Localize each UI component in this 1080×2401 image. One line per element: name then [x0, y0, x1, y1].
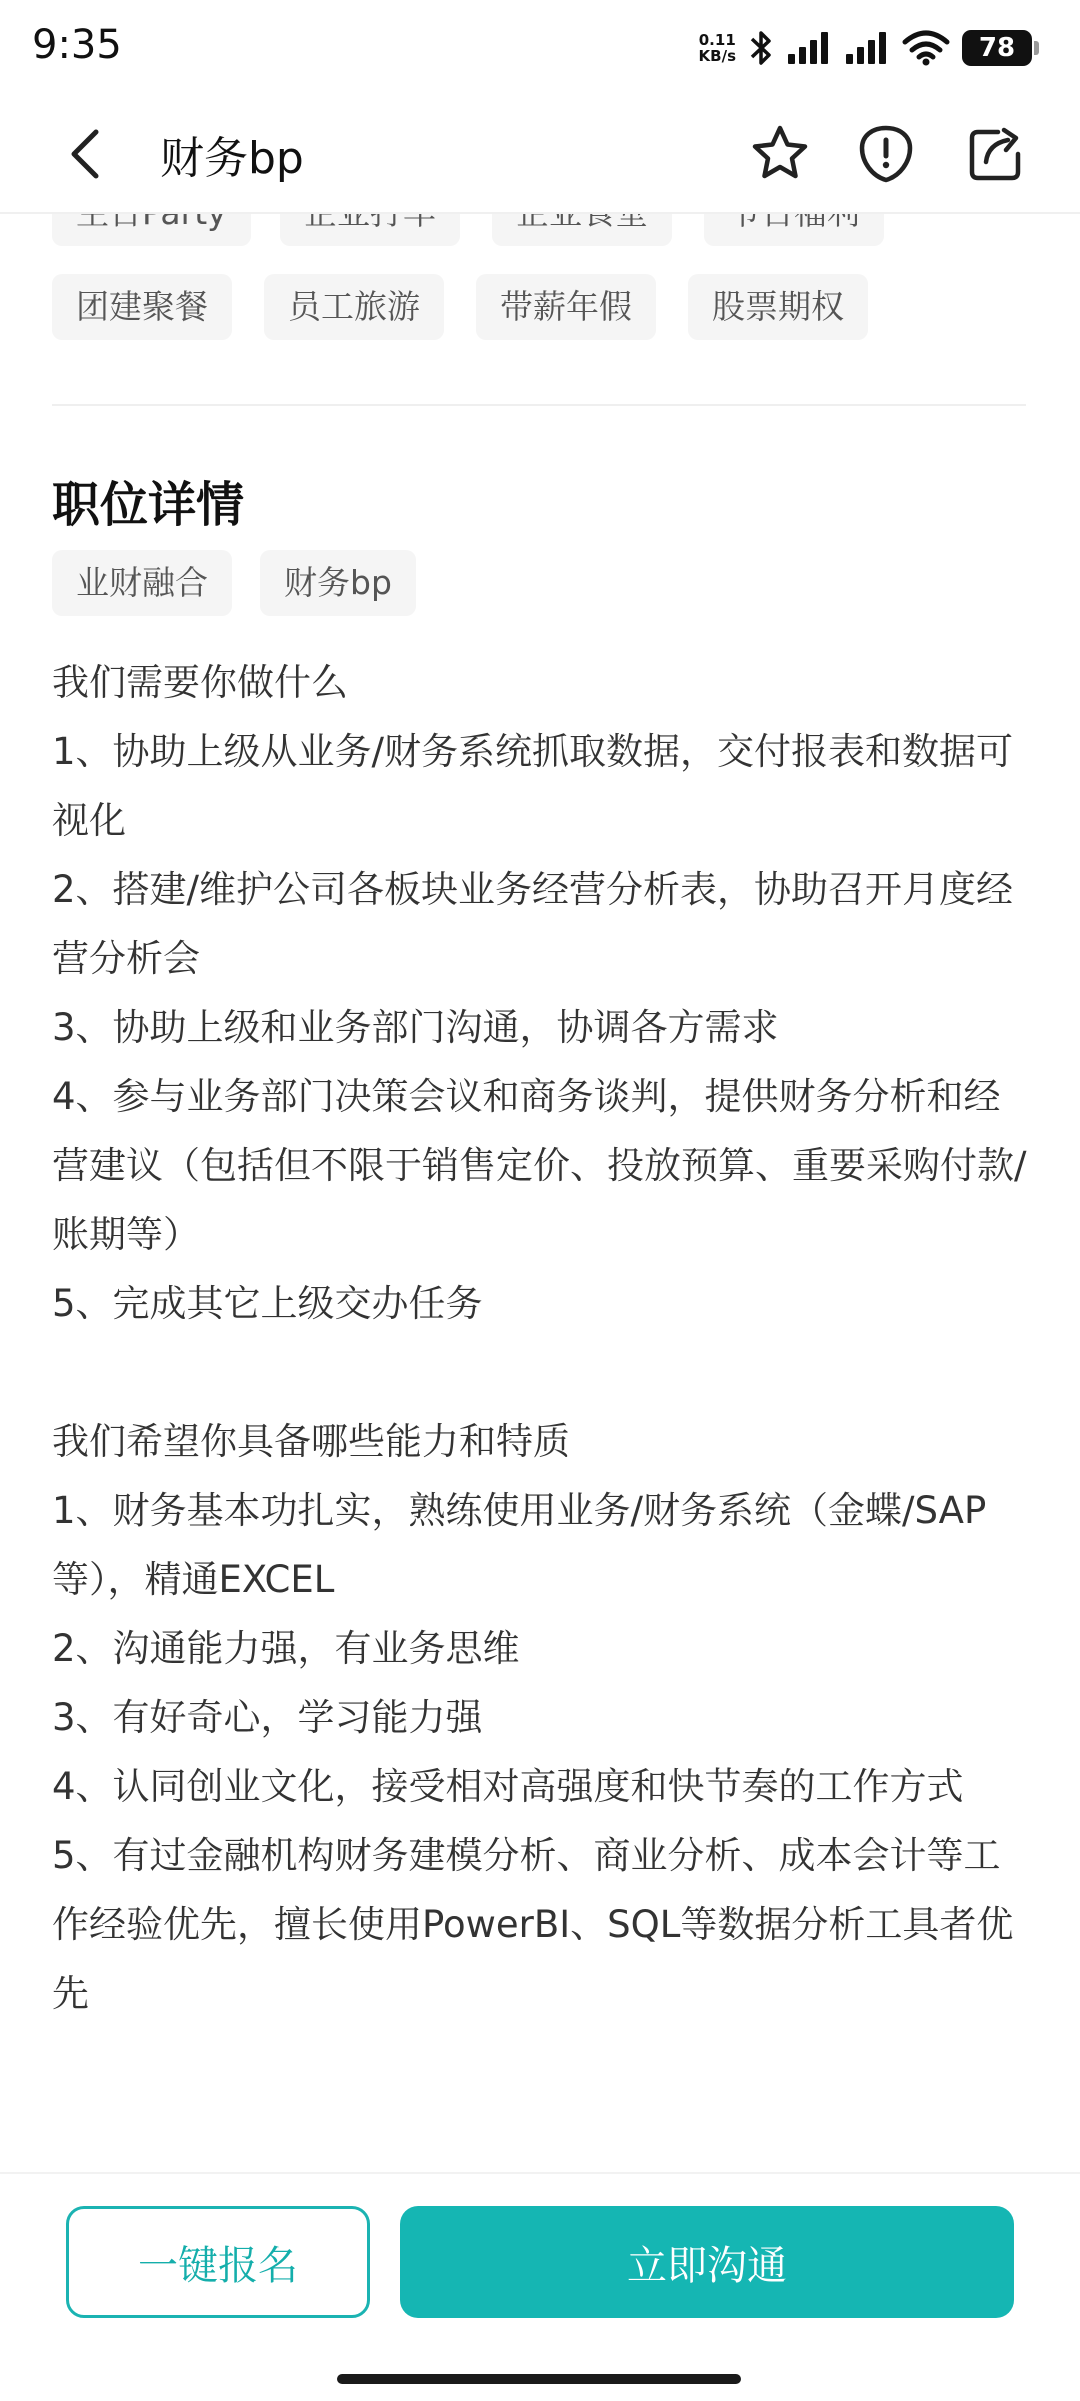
section-divider	[52, 404, 1026, 406]
home-indicator[interactable]	[337, 2374, 741, 2384]
top-nav-bar	[0, 96, 1080, 214]
description-line: 我们需要你做什么	[52, 661, 348, 704]
warning-icon[interactable]	[850, 118, 922, 190]
description-line: 5、有过金融机构财务建模分析、商业分析、成本会计等工作经验优先，擅长使用PowerBI、SQL等数据分析工具者优先	[52, 1834, 1014, 2015]
signal-icon-2	[844, 30, 890, 66]
benefit-tag: 带薪年假	[476, 274, 656, 340]
description-line: 4、参与业务部门决策会议和商务谈判，提供财务分析和经营建议（包括但不限于销售定价、投放预算、重要采购付款/账期等）	[52, 1075, 1027, 1256]
benefit-tag: 股票期权	[688, 274, 868, 340]
description-line: 我们希望你具备哪些能力和特质	[52, 1420, 570, 1463]
status-icons	[699, 26, 1032, 70]
wifi-icon	[902, 30, 950, 66]
job-detail-title: 职位详情	[52, 477, 245, 533]
description-line: 5、完成其它上级交办任务	[52, 1282, 483, 1325]
job-keyword-tag: 业财融合	[52, 550, 232, 616]
job-description	[52, 648, 1028, 2028]
job-keyword-tag: 财务bp	[260, 550, 416, 616]
status-time: 9:35	[32, 22, 122, 68]
battery-indicator: 78	[962, 30, 1032, 66]
page-title: 财务bp	[160, 133, 304, 184]
description-line: 3、协助上级和业务部门沟通，协调各方需求	[52, 1006, 779, 1049]
description-line: 3、有好奇心，学习能力强	[52, 1696, 483, 1739]
network-speed-value: 0.11	[698, 31, 736, 49]
network-speed	[699, 32, 736, 64]
description-line: 4、认同创业文化，接受相对高强度和快节奏的工作方式	[52, 1765, 964, 1808]
signal-icon	[786, 30, 832, 66]
benefit-tag: 员工旅游	[264, 274, 444, 340]
description-line: 1、协助上级从业务/财务系统抓取数据，交付报表和数据可视化	[52, 730, 1014, 842]
benefit-tag: 团建聚餐	[52, 274, 232, 340]
share-icon[interactable]	[958, 118, 1030, 190]
network-speed-unit: KB/s	[698, 47, 736, 65]
bluetooth-icon	[748, 28, 774, 68]
bottom-action-bar	[0, 2172, 1080, 2401]
status-bar	[0, 0, 1080, 96]
description-line: 2、搭建/维护公司各板块业务经营分析表，协助召开月度经营分析会	[52, 868, 1014, 980]
description-line: 2、沟通能力强，有业务思维	[52, 1627, 520, 1670]
description-line: 1、财务基本功扎实，熟练使用业务/财务系统（金蝶/SAP等），精通EXCEL	[52, 1489, 987, 1601]
description-blank-line	[52, 1338, 1028, 1407]
chat-now-button[interactable]: 立即沟通	[400, 2206, 1014, 2318]
quick-apply-button[interactable]: 一键报名	[66, 2206, 370, 2318]
star-icon[interactable]	[744, 118, 816, 190]
back-arrow-icon[interactable]	[52, 118, 124, 190]
